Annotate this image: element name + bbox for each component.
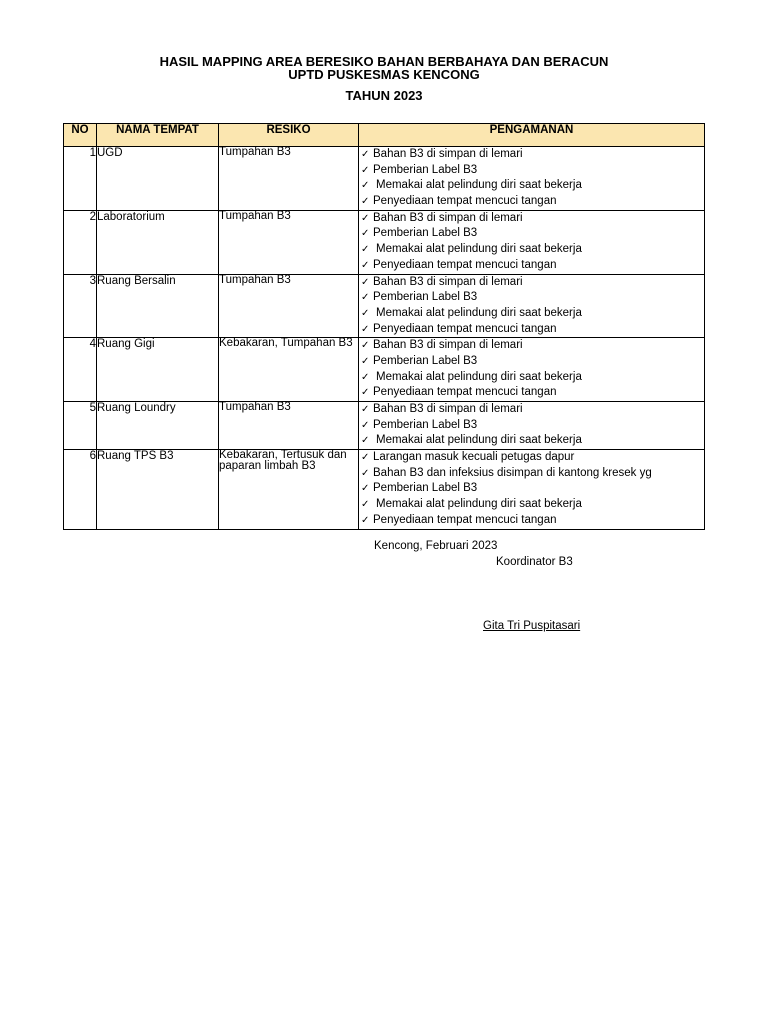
safety-item-text: Bahan B3 di simpan di lemari	[373, 403, 523, 415]
checkmark-icon: ✓	[361, 244, 370, 256]
checkmark-icon: ✓	[361, 276, 370, 288]
signature-role: Koordinator B3	[496, 556, 573, 568]
checkmark-icon: ✓	[361, 228, 370, 240]
row-number: 5	[64, 402, 97, 450]
risk-text: Tumpahan B3	[219, 402, 359, 450]
safety-item-text: Penyediaan tempat mencuci tangan	[373, 258, 557, 271]
document-subtitle: UPTD PUSKESMAS KENCONG	[288, 67, 480, 82]
safety-item	[359, 147, 704, 163]
safety-item-text: Bahan B3 di simpan di lemari	[373, 148, 523, 160]
safety-item-text: Pemberian Label B3	[373, 163, 478, 176]
checkmark-icon: ✓	[361, 467, 370, 479]
safety-item	[359, 242, 704, 258]
checkmark-icon: ✓	[361, 419, 370, 431]
checkmark-icon: ✓	[361, 164, 370, 176]
safety-item-text: Pemberian Label B3	[373, 354, 478, 367]
place-name: Ruang Gigi	[97, 338, 219, 402]
checkmark-icon: ✓	[361, 292, 370, 304]
checkmark-icon: ✓	[361, 371, 370, 383]
safety-measures	[359, 210, 705, 274]
table-header-row	[64, 124, 705, 147]
safety-item-text: Bahan B3 di simpan di lemari	[373, 211, 523, 224]
safety-item-text: Memakai alat pelindung diri saat bekerja	[376, 243, 582, 256]
column-header-no: NO	[64, 124, 97, 147]
safety-item-text: Memakai alat pelindung diri saat bekerja	[376, 306, 582, 319]
risk-text: Tumpahan B3	[219, 274, 359, 338]
safety-item	[359, 194, 704, 210]
safety-item	[359, 338, 704, 354]
risk-text: Tumpahan B3	[219, 147, 359, 211]
checkmark-icon: ✓	[361, 259, 370, 271]
safety-item-text: Bahan B3 di simpan di lemari	[373, 275, 523, 288]
safety-measures	[359, 402, 705, 450]
safety-item	[359, 513, 704, 529]
risk-text: Kebakaran, Tertusuk dan paparan limbah B3	[219, 450, 359, 529]
document-year: TAHUN 2023	[345, 88, 423, 103]
safety-item	[359, 418, 704, 434]
table-row	[64, 402, 705, 450]
safety-item-text: Penyediaan tempat mencuci tangan	[373, 322, 557, 335]
signature-name: Gita Tri Puspitasari	[483, 620, 581, 632]
safety-measures	[359, 274, 705, 338]
table-body	[64, 147, 705, 530]
safety-item-text: Pemberian Label B3	[373, 482, 478, 495]
checkmark-icon: ✓	[361, 307, 370, 319]
safety-item-text: Pemberian Label B3	[373, 227, 478, 240]
row-number: 2	[64, 210, 97, 274]
checkmark-icon: ✓	[361, 452, 370, 464]
safety-item-text: Penyediaan tempat mencuci tangan	[373, 195, 557, 208]
place-name: UGD	[97, 147, 219, 211]
safety-item	[359, 370, 704, 386]
column-header-safety: PENGAMANAN	[359, 124, 705, 147]
table-row	[64, 210, 705, 274]
checkmark-icon: ✓	[361, 323, 370, 335]
checkmark-icon: ✓	[361, 355, 370, 367]
risk-text: Kebakaran, Tumpahan B3	[219, 338, 359, 402]
safety-item	[359, 258, 704, 274]
checkmark-icon: ✓	[361, 483, 370, 495]
checkmark-icon: ✓	[361, 499, 370, 511]
safety-measures	[359, 147, 705, 211]
row-number: 3	[64, 274, 97, 338]
column-header-place: NAMA TEMPAT	[97, 124, 219, 147]
safety-item	[359, 402, 704, 418]
table-row	[64, 274, 705, 338]
safety-item	[359, 226, 704, 242]
checkmark-icon: ✓	[361, 404, 370, 415]
safety-item-text: Memakai alat pelindung diri saat bekerja	[376, 434, 582, 447]
table-row	[64, 338, 705, 402]
safety-item-text: Bahan B3 di simpan di lemari	[373, 339, 523, 352]
row-number: 1	[64, 147, 97, 211]
safety-item-text: Pemberian Label B3	[373, 291, 478, 304]
safety-item	[359, 385, 704, 401]
safety-item-text: Memakai alat pelindung diri saat bekerja	[376, 370, 582, 383]
safety-item	[359, 322, 704, 338]
safety-item-text: Penyediaan tempat mencuci tangan	[373, 386, 557, 399]
signature-place-date: Kencong, Februari 2023	[374, 540, 498, 552]
column-header-risk: RESIKO	[219, 124, 359, 147]
place-name: Laboratorium	[97, 210, 219, 274]
safety-item	[359, 450, 704, 466]
checkmark-icon: ✓	[361, 387, 370, 399]
safety-item	[359, 275, 704, 291]
safety-item	[359, 497, 704, 513]
checkmark-icon: ✓	[361, 340, 370, 352]
safety-item-text: Penyediaan tempat mencuci tangan	[373, 513, 557, 526]
safety-item-text: Bahan B3 dan infeksius disimpan di kantong kresek yg	[373, 466, 652, 479]
checkmark-icon: ✓	[361, 196, 370, 208]
row-number: 4	[64, 338, 97, 402]
safety-item	[359, 433, 704, 449]
safety-item	[359, 354, 704, 370]
checkmark-icon: ✓	[361, 212, 370, 224]
row-number: 6	[64, 450, 97, 529]
document-title: HASIL MAPPING AREA BERESIKO BAHAN BERBAHAYA DAN BERACUN	[159, 54, 609, 69]
safety-item	[359, 466, 704, 482]
safety-item	[359, 290, 704, 306]
mapping-table	[63, 123, 705, 530]
safety-item-text: Larangan masuk kecuali petugas dapur	[373, 451, 575, 464]
safety-item	[359, 163, 704, 179]
safety-item	[359, 481, 704, 497]
checkmark-icon: ✓	[361, 180, 370, 192]
checkmark-icon: ✓	[361, 514, 370, 526]
safety-item-text: Memakai alat pelindung diri saat bekerja	[376, 179, 582, 192]
place-name: Ruang Loundry	[97, 402, 219, 450]
place-name: Ruang TPS B3	[97, 450, 219, 529]
risk-text: Tumpahan B3	[219, 210, 359, 274]
checkmark-icon: ✓	[361, 435, 370, 447]
safety-item	[359, 211, 704, 227]
table-row	[64, 450, 705, 529]
safety-item-text: Memakai alat pelindung diri saat bekerja	[376, 498, 582, 511]
safety-item	[359, 306, 704, 322]
table-row	[64, 147, 705, 211]
safety-measures	[359, 338, 705, 402]
checkmark-icon: ✓	[361, 149, 370, 160]
safety-item	[359, 178, 704, 194]
safety-measures	[359, 450, 705, 529]
safety-item-text: Pemberian Label B3	[373, 418, 478, 431]
place-name: Ruang Bersalin	[97, 274, 219, 338]
